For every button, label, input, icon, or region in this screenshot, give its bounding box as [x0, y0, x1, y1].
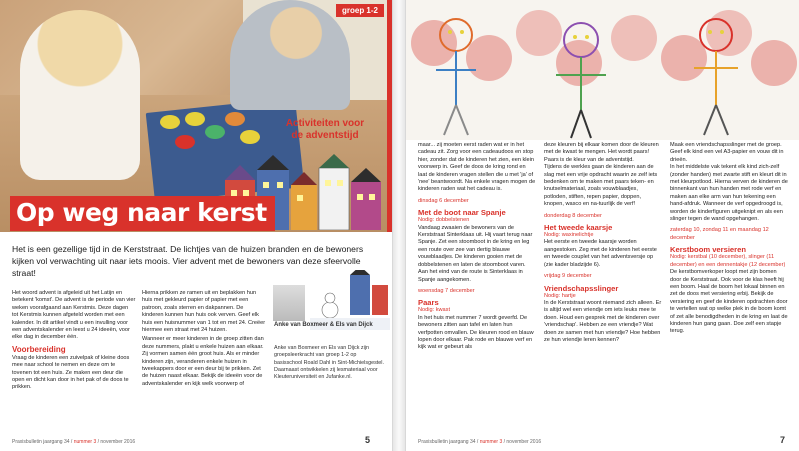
- page-number: 7: [779, 435, 785, 445]
- snowman-street-illustration-icon: [310, 270, 390, 330]
- section-heading: Het tweede kaarsje: [544, 223, 613, 233]
- paragraph: Hierna prikken ze ramen uit en beplakken hun huis met gekleurd papier of papier met een patroon, zoals sterren en dakpannen. De kinderen kunnen hun huis ook verven. Geef elk huis een huisnummer van 1 tot en met 24. Creëer hiermee een straat met 24 huizen.: [142, 290, 266, 334]
- date-heading: zaterdag 10, zondag 11 en maandag 12 december: [670, 227, 769, 241]
- date-heading: woensdag 7 december: [418, 287, 475, 294]
- paragraph: Wanneer er meer kinderen in de groep zitten dan deze nummers, plakt u enkele huizen aan elkaar. Zij vormen samen één groot huis. Als er minder kinderen zijn, veranderen enkele huizen in tweekappers door er een deur bij te prikken. Zet de huizen naast elkaar. Bekijk de ideeën voor de adventskalender en kijk welk voorwerp of: [142, 336, 264, 387]
- paragraph: Vandaag zwaaien de bewoners van de Kerststraat Sinterklaas uit. Hij vaart terug naar Spanje. Zet een stoomboot in de kring en leg een route over zee van dertig blauwe vouwblaadjes. De kinderen gooien met de dobbelstenen en laten de stoomboot varen. Aan het eind van de route is Sinterklaas in Spanje aangekomen.: [418, 224, 533, 283]
- left-page: [0, 0, 393, 451]
- section-heading: Paars: [418, 298, 439, 308]
- author-photo: [272, 284, 306, 322]
- needed-items: Nodig: dobbelstenen: [418, 217, 470, 224]
- paragraph: Vraag de kinderen een zuivelpak of kleine doos mee naar school te nemen en deze om te tovenen tot een huis. Ze maken een deur die open en dicht kan door in het pak of de doos te prikken.: [12, 354, 130, 391]
- column-2: [142, 290, 266, 388]
- right-column-1: [418, 142, 536, 352]
- section-heading: Met de boot naar Spanje: [418, 208, 506, 218]
- right-column-2: [544, 142, 662, 344]
- page-number: 5: [364, 435, 370, 445]
- paragraph: In het huis met nummer 7 wordt geverfd. De bewoners zitten aan tafel en laten hun verfpotten omvallen. De kleuren rood en blauw lopen door elkaar. Pak rode en blauwe verf en kijk wat er gebeurt als: [418, 314, 534, 351]
- section-heading-voorbereiding: Voorbereiding: [12, 344, 66, 354]
- spine-gutter: [393, 0, 405, 451]
- needed-items: Nodig: waxinelichtje: [544, 232, 594, 239]
- group-tag: groep 1-2: [336, 4, 384, 17]
- paragraph: Tijdens de werkles gaan de kinderen aan de slag met een vrije opdracht waarin ze zelf iets bedenken om te maken met paars teken- en knutselmateriaal, zoals vouwblaadjes, potloden, stiften, repen papier, doppen, knopen, wasco en na-tuurlijk de verf!: [544, 164, 658, 208]
- date-heading: dinsdag 6 december: [418, 197, 469, 204]
- author-names: Anke van Boxmeer & Els van Dijck: [274, 322, 373, 328]
- section-heading: Vriendschapsslinger: [544, 283, 619, 293]
- footer: Praxisbulletin jaargang 34 / nummer 3 / november 2016: [418, 439, 542, 445]
- right-page: [405, 0, 799, 451]
- activities-title: Activiteiten voor de adventstijd: [285, 118, 365, 141]
- main-title: Op weg naar kerst: [10, 196, 275, 231]
- children-drawing-garland: [406, 0, 799, 140]
- paragraph: Maak een vriendschapsslinger met de groep. Geef elk kind een vel A3-papier en vouw dit in drieën.: [670, 142, 784, 163]
- paragraph: Het woord advent is afgeleid uit het Latijn en betekent 'komst'. De advent is de periode van vier weken voorafgaand aan Kerstmis. Deze dagen tot Kerstmis kunnen afgeteld worden met een kalender. In dit artikel vindt u een invulling voor een adventskalender en leest u 24 ideeën, voor elke dag in december één.: [12, 290, 136, 341]
- paragraph: De kerstbomverkoper loopt met zijn bomen door de Kerststraat. Ook voor de klas heeft hij een boom. Haal de boom het lokaal binnen en zet de doos met versiering erbij. Bekijk de versiering en geef de kinderen opdrachten door te vertellen wat op welke plek in de boom komt of zet alle benodigdheden in de kring en laat de kinderen hun gang gaan. Doe zelf een stapje terug.: [670, 269, 788, 335]
- column-1: [12, 290, 136, 392]
- intro-text: Het is een gezellige tijd in de Kerststraat. De lichtjes van de huizen branden en de bewoners kijken vol verwachting uit naar iets moois. Vier advent met de bewoners van deze sfeervolle straat!: [12, 244, 364, 278]
- paragraph: maar... zij moeten eerst raden wat er in het cadeau zit. Zorg voor een cadeaudoos en stop hier, zonder dat de kinderen het zien, een klein voorwerp in. Geef de doos de kring rond en laat de kinderen vragen stellen die u met 'ja' of 'nee' beantwoordt. Na enkele vragen mogen de kinderen raden wat het cadeau is.: [418, 142, 536, 193]
- paragraph: In het middelste vak tekent elk kind zich-zelf (zonder handen) met zwarte stift en kleurt dit in met kleurpotlood. Hierna verven de kinderen de binnenkant van hun handen met rode verf en maken aan elke arm van hun tekening een hand-afdruk. Wanneer de verf opgedroogd is, worden de kinderfiguren uitgeknipt en als een slinger tegen de wand opgehangen.: [670, 164, 788, 223]
- paragraph: deze kleuren bij elkaar komen door de kleuren met de kwast te mengen. Het wordt paars! Paars is de kleur van de adventstijd.: [544, 142, 659, 163]
- paragraph: In de Kerststraat woont niemand zich alleen. Er is altijd wel een vriendje om iets leuks mee te doen. Houd een gesprek met de kinderen over 'vriendschap'. Hebben ze een vriendje? Wat doen ze samen met hun vriendje? Hoe hebben ze hun vriendje leren kennen?: [544, 299, 662, 343]
- paragraph: Het eerste en tweede kaarsje worden aangestoken. Zeg met de kinderen het eerste en tweede couplet van het adventsversje op (zie kader bladzijde 6).: [544, 239, 657, 268]
- right-column-3: [670, 142, 788, 336]
- author-box: [274, 322, 386, 381]
- stick-figures-icon: [406, 0, 799, 140]
- needed-items: Nodig: hartje: [544, 292, 576, 299]
- date-heading: vrijdag 9 december: [544, 273, 592, 280]
- needed-items: Nodig: kerstbal (10 december), slinger (11 december) en een dennentakje (12 december): [670, 254, 786, 268]
- date-heading: donderdag 8 december: [544, 212, 602, 219]
- needed-items: Nodig: kwast: [418, 307, 451, 314]
- section-heading: Kerstboom versieren: [670, 245, 746, 255]
- author-bio: Anke van Boxmeer en Els van Dijck zijn groepsleerkracht van groep 1-2 op basisschool Roald Dahl in Sint-Michielsgestel. Daarnaast ontwikkelen zij lesmateriaal voor Kleuteruniversiteit en Jufanke.nl.: [274, 345, 384, 381]
- footer: Praxisbulletin jaargang 34 / nummer 3 / november 2016: [12, 439, 136, 445]
